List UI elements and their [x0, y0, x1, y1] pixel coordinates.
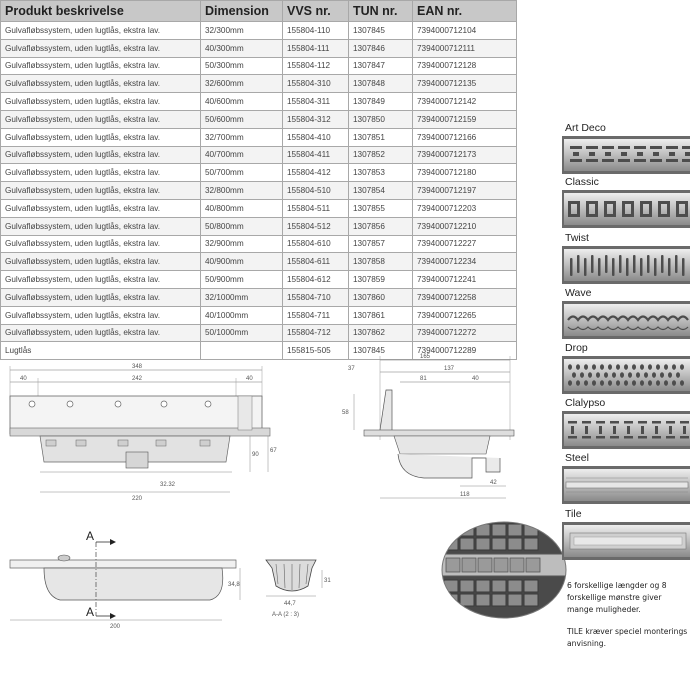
- grate-pattern-label: Art Deco: [565, 122, 606, 134]
- cell-tun-nr: 1307860: [349, 288, 413, 306]
- cell-ean-nr: 7394000712272: [413, 324, 517, 342]
- grate-pattern-label: Wave: [565, 287, 592, 299]
- cell-tun-nr: 1307852: [349, 146, 413, 164]
- section-aa-drawing: [256, 550, 336, 630]
- cell-description: Gulvafløbssystem, uden lugtlås, ekstra lav.: [1, 253, 201, 271]
- table-row: [1, 110, 517, 128]
- table-row: [1, 164, 517, 182]
- grate-image: [562, 190, 690, 228]
- cell-dimension: 50/800mm: [201, 217, 283, 235]
- cell-dimension: 40/800mm: [201, 199, 283, 217]
- table-row: [1, 39, 517, 57]
- bottom-dim-height: 34,8: [228, 582, 240, 588]
- cell-dimension: 40/700mm: [201, 146, 283, 164]
- table-row: [1, 306, 517, 324]
- cell-dimension: 32/600mm: [201, 75, 283, 93]
- cell-ean-nr: 7394000712104: [413, 22, 517, 40]
- bottom-dim-length: 200: [110, 624, 121, 630]
- cell-vvs-nr: 155804-711: [283, 306, 349, 324]
- tile-illustration: [440, 520, 570, 680]
- cell-vvs-nr: 155804-412: [283, 164, 349, 182]
- cell-ean-nr: 7394000712203: [413, 199, 517, 217]
- cell-vvs-nr: 155804-310: [283, 75, 349, 93]
- cell-description: Gulvafløbssystem, uden lugtlås, ekstra lav.: [1, 235, 201, 253]
- cell-vvs-nr: 155804-110: [283, 22, 349, 40]
- cell-tun-nr: 1307855: [349, 199, 413, 217]
- cell-ean-nr: 7394000712258: [413, 288, 517, 306]
- cell-description: Gulvafløbssystem, uden lugtlås, ekstra lav.: [1, 93, 201, 111]
- table-row: [1, 22, 517, 40]
- bottom-view-drawing: [0, 520, 250, 630]
- section-dim-width: 44,7: [284, 601, 296, 607]
- cell-vvs-nr: 155804-311: [283, 93, 349, 111]
- table-row: [1, 146, 517, 164]
- front-view-drawing: [0, 360, 290, 510]
- front-dim-outlet-a: 32.32: [160, 482, 176, 488]
- header-produkt-beskrivelse: Produkt beskrivelse: [1, 1, 201, 22]
- cell-tun-nr: 1307858: [349, 253, 413, 271]
- cell-description: Gulvafløbssystem, uden lugtlås, ekstra lav.: [1, 306, 201, 324]
- cell-tun-nr: 1307856: [349, 217, 413, 235]
- grate-image: [562, 246, 690, 284]
- front-dim-end-left: 40: [20, 376, 27, 382]
- cell-ean-nr: 7394000712159: [413, 110, 517, 128]
- header-vvs-nr: VVS nr.: [283, 1, 349, 22]
- section-caption: A-A (2 : 3): [272, 612, 300, 618]
- cell-description: Gulvafløbssystem, uden lugtlås, ekstra lav.: [1, 110, 201, 128]
- cell-tun-nr: 1307849: [349, 93, 413, 111]
- cell-description: Gulvafløbssystem, uden lugtlås, ekstra lav.: [1, 324, 201, 342]
- grate-image: [562, 411, 690, 449]
- header-tun-nr: TUN nr.: [349, 1, 413, 22]
- cell-ean-nr: 7394000712173: [413, 146, 517, 164]
- grate-pattern-label: Twist: [565, 232, 589, 244]
- grate-image: [562, 466, 690, 504]
- cell-description: Lugtlås: [1, 342, 201, 360]
- cell-dimension: 40/1000mm: [201, 306, 283, 324]
- side-dim-b: 137: [444, 366, 455, 372]
- cell-description: Gulvafløbssystem, uden lugtlås, ekstra lav.: [1, 128, 201, 146]
- cell-ean-nr: 7394000712142: [413, 93, 517, 111]
- grate-pattern-label: Classic: [565, 176, 599, 188]
- side-dim-d: 40: [472, 376, 479, 382]
- cell-vvs-nr: 155804-610: [283, 235, 349, 253]
- cell-ean-nr: 7394000712241: [413, 271, 517, 289]
- cell-vvs-nr: 155804-712: [283, 324, 349, 342]
- table-row: [1, 182, 517, 200]
- front-dim-height-b: 67: [270, 448, 277, 454]
- side-dim-c: 81: [420, 376, 427, 382]
- cell-dimension: 32/800mm: [201, 182, 283, 200]
- cell-dimension: 50/300mm: [201, 57, 283, 75]
- cell-tun-nr: 1307848: [349, 75, 413, 93]
- cell-ean-nr: 7394000712197: [413, 182, 517, 200]
- cell-dimension: 40/300mm: [201, 39, 283, 57]
- table-row: [1, 217, 517, 235]
- cell-vvs-nr: 155804-112: [283, 57, 349, 75]
- table-row: [1, 288, 517, 306]
- note-lengths-text: 6 forskellige længder og 8 forskellige mønstre giver mange muligheder.: [567, 581, 667, 614]
- cell-dimension: 50/900mm: [201, 271, 283, 289]
- cell-ean-nr: 7394000712180: [413, 164, 517, 182]
- cell-ean-nr: 7394000712166: [413, 128, 517, 146]
- cell-ean-nr: 7394000712227: [413, 235, 517, 253]
- cell-description: Gulvafløbssystem, uden lugtlås, ekstra lav.: [1, 164, 201, 182]
- cell-dimension: 32/300mm: [201, 22, 283, 40]
- cell-dimension: 40/900mm: [201, 253, 283, 271]
- cell-dimension: 50/1000mm: [201, 324, 283, 342]
- info-note: [567, 580, 689, 660]
- section-dim-height: 31: [324, 578, 331, 584]
- header-dimension: Dimension: [201, 1, 283, 22]
- cell-vvs-nr: 155804-411: [283, 146, 349, 164]
- side-dim-a: 37: [348, 366, 355, 372]
- cell-dimension: 50/600mm: [201, 110, 283, 128]
- cell-vvs-nr: 155804-111: [283, 39, 349, 57]
- cell-tun-nr: 1307845: [349, 342, 413, 360]
- cell-dimension: 32/900mm: [201, 235, 283, 253]
- cell-description: Gulvafløbssystem, uden lugtlås, ekstra lav.: [1, 146, 201, 164]
- cell-vvs-nr: 155804-511: [283, 199, 349, 217]
- cell-vvs-nr: 155804-710: [283, 288, 349, 306]
- cell-vvs-nr: 155804-312: [283, 110, 349, 128]
- cell-tun-nr: 1307862: [349, 324, 413, 342]
- cell-tun-nr: 1307850: [349, 110, 413, 128]
- header-ean-nr: EAN nr.: [413, 1, 517, 22]
- cell-tun-nr: 1307847: [349, 57, 413, 75]
- table-row: [1, 253, 517, 271]
- cell-description: Gulvafløbssystem, uden lugtlås, ekstra lav.: [1, 39, 201, 57]
- section-arrow-label-top: A: [86, 529, 95, 543]
- front-dim-total: 348: [132, 364, 143, 370]
- front-dim-end-right: 40: [246, 376, 253, 382]
- cell-description: Gulvafløbssystem, uden lugtlås, ekstra lav.: [1, 182, 201, 200]
- grate-image: [562, 301, 690, 339]
- cell-description: Gulvafløbssystem, uden lugtlås, ekstra lav.: [1, 271, 201, 289]
- cell-tun-nr: 1307861: [349, 306, 413, 324]
- side-dim-f: 42: [490, 480, 497, 486]
- table-header-row: [1, 1, 517, 22]
- cell-dimension: 32/1000mm: [201, 288, 283, 306]
- table-row: [1, 75, 517, 93]
- cell-vvs-nr: 155804-410: [283, 128, 349, 146]
- cell-description: Gulvafløbssystem, uden lugtlås, ekstra lav.: [1, 22, 201, 40]
- cell-tun-nr: 1307845: [349, 22, 413, 40]
- table-row: [1, 57, 517, 75]
- grate-pattern-label: Steel: [565, 452, 589, 464]
- table-row: [1, 271, 517, 289]
- cell-dimension: 32/700mm: [201, 128, 283, 146]
- cell-vvs-nr: 155815-505: [283, 342, 349, 360]
- cell-ean-nr: 7394000712265: [413, 306, 517, 324]
- grate-image: [562, 356, 690, 394]
- cell-tun-nr: 1307859: [349, 271, 413, 289]
- front-dim-middle: 242: [132, 376, 143, 382]
- grate-pattern-label: Clalypso: [565, 397, 606, 409]
- table-row: [1, 235, 517, 253]
- product-table: [0, 0, 517, 360]
- cell-description: Gulvafløbssystem, uden lugtlås, ekstra lav.: [1, 199, 201, 217]
- cell-vvs-nr: 155804-612: [283, 271, 349, 289]
- cell-tun-nr: 1307854: [349, 182, 413, 200]
- cell-dimension: 40/600mm: [201, 93, 283, 111]
- table-row: [1, 324, 517, 342]
- cell-description: Gulvafløbssystem, uden lugtlås, ekstra lav.: [1, 75, 201, 93]
- cell-tun-nr: 1307846: [349, 39, 413, 57]
- cell-ean-nr: 7394000712289: [413, 342, 517, 360]
- grate-image: [562, 522, 690, 560]
- cell-ean-nr: 7394000712210: [413, 217, 517, 235]
- cell-ean-nr: 7394000712111: [413, 39, 517, 57]
- cell-tun-nr: 1307851: [349, 128, 413, 146]
- cell-dimension: 50/700mm: [201, 164, 283, 182]
- cell-ean-nr: 7394000712135: [413, 75, 517, 93]
- grate-pattern-label: Drop: [565, 342, 588, 354]
- section-arrow-label-bottom: A: [86, 605, 95, 619]
- table-row: [1, 128, 517, 146]
- cell-vvs-nr: 155804-512: [283, 217, 349, 235]
- table-row: [1, 93, 517, 111]
- front-dim-outlet-b: 220: [132, 496, 143, 502]
- note-tile-text: TILE kræver speciel monterings anvisning.: [567, 627, 688, 648]
- front-dim-height-a: 90: [252, 452, 259, 458]
- side-view-drawing: [340, 350, 520, 510]
- table-row: [1, 199, 517, 217]
- cell-ean-nr: 7394000712128: [413, 57, 517, 75]
- cell-tun-nr: 1307857: [349, 235, 413, 253]
- table-body: [1, 22, 517, 360]
- side-dim-e: 58: [342, 410, 349, 416]
- side-dim-total: 165: [420, 354, 431, 360]
- cell-ean-nr: 7394000712234: [413, 253, 517, 271]
- cell-description: Gulvafløbssystem, uden lugtlås, ekstra lav.: [1, 57, 201, 75]
- cell-tun-nr: 1307853: [349, 164, 413, 182]
- cell-vvs-nr: 155804-510: [283, 182, 349, 200]
- cell-vvs-nr: 155804-611: [283, 253, 349, 271]
- side-dim-g: 118: [460, 492, 470, 498]
- cell-description: Gulvafløbssystem, uden lugtlås, ekstra lav.: [1, 217, 201, 235]
- cell-dimension: [201, 342, 283, 360]
- cell-description: Gulvafløbssystem, uden lugtlås, ekstra lav.: [1, 288, 201, 306]
- grate-pattern-label: Tile: [565, 508, 582, 520]
- grate-image: [562, 136, 690, 174]
